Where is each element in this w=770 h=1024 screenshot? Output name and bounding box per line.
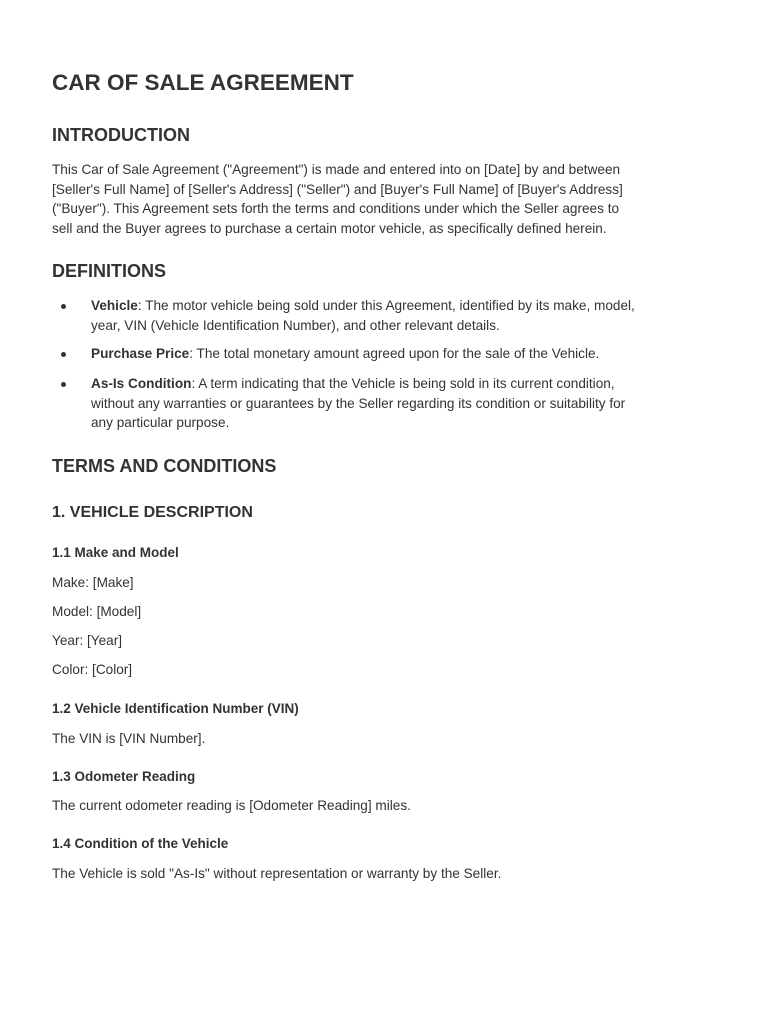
definition-description: : A term indicating that the Vehicle is being sold in its current condition, — [191, 376, 615, 391]
terms-heading: TERMS AND CONDITIONS — [52, 456, 277, 476]
introduction-line: [Seller's Full Name] of [Seller's Address] ("Seller") and [Buyer's Full Name] of [Buyer's Address] — [52, 181, 623, 197]
introduction-paragraph — [52, 160, 712, 239]
odometer-line: The current odometer reading is [Odometer Reading] miles. — [52, 798, 411, 813]
introduction-line: ("Buyer"). This Agreement sets forth the terms and conditions under which the Seller agrees to — [52, 201, 620, 217]
subsection-heading: 1.1 Make and Model — [52, 545, 179, 560]
definition-term: Purchase Price — [91, 346, 190, 361]
make-line: Make: [Make] — [52, 575, 134, 590]
section-heading: 1. VEHICLE DESCRIPTION — [52, 504, 253, 521]
subsection-heading: 1.4 Condition of the Vehicle — [52, 836, 229, 851]
introduction-heading: INTRODUCTION — [52, 125, 190, 145]
definition-text — [91, 296, 716, 335]
definitions-heading: DEFINITIONS — [52, 261, 167, 281]
definition-description: any particular purpose. — [91, 415, 230, 431]
condition-line: The Vehicle is sold "As-Is" without representation or warranty by the Seller. — [52, 866, 502, 881]
definition-description: : The motor vehicle being sold under this Agreement, identified by its make, model, — [137, 298, 635, 313]
document-title: CAR OF SALE AGREEMENT — [52, 70, 354, 95]
subsection-heading: 1.2 Vehicle Identification Number (VIN) — [52, 701, 299, 716]
introduction-line: sell and the Buyer agrees to purchase a certain motor vehicle, as specifically defined herein. — [52, 221, 607, 237]
subsection-heading: 1.3 Odometer Reading — [52, 769, 196, 784]
bullet-icon — [61, 382, 66, 387]
introduction-line: This Car of Sale Agreement ("Agreement") is made and entered into on [Date] by and between — [52, 162, 621, 177]
definition-text — [91, 344, 716, 364]
definition-description: year, VIN (Vehicle Identification Number), and other relevant details. — [91, 317, 500, 333]
bullet-icon — [61, 304, 66, 309]
definition-description: without any warranties or guarantees by the Seller regarding its condition or suitability for — [91, 395, 626, 411]
definition-description: : The total monetary amount agreed upon for the sale of the Vehicle. — [189, 346, 600, 361]
vin-line: The VIN is [VIN Number]. — [52, 731, 206, 746]
color-line: Color: [Color] — [52, 662, 133, 677]
year-line: Year: [Year] — [52, 633, 123, 648]
bullet-icon — [61, 352, 66, 357]
model-line: Model: [Model] — [52, 604, 142, 619]
definition-term: Vehicle — [91, 298, 138, 313]
definition-term: As-Is Condition — [91, 376, 192, 391]
definition-text — [91, 374, 716, 433]
